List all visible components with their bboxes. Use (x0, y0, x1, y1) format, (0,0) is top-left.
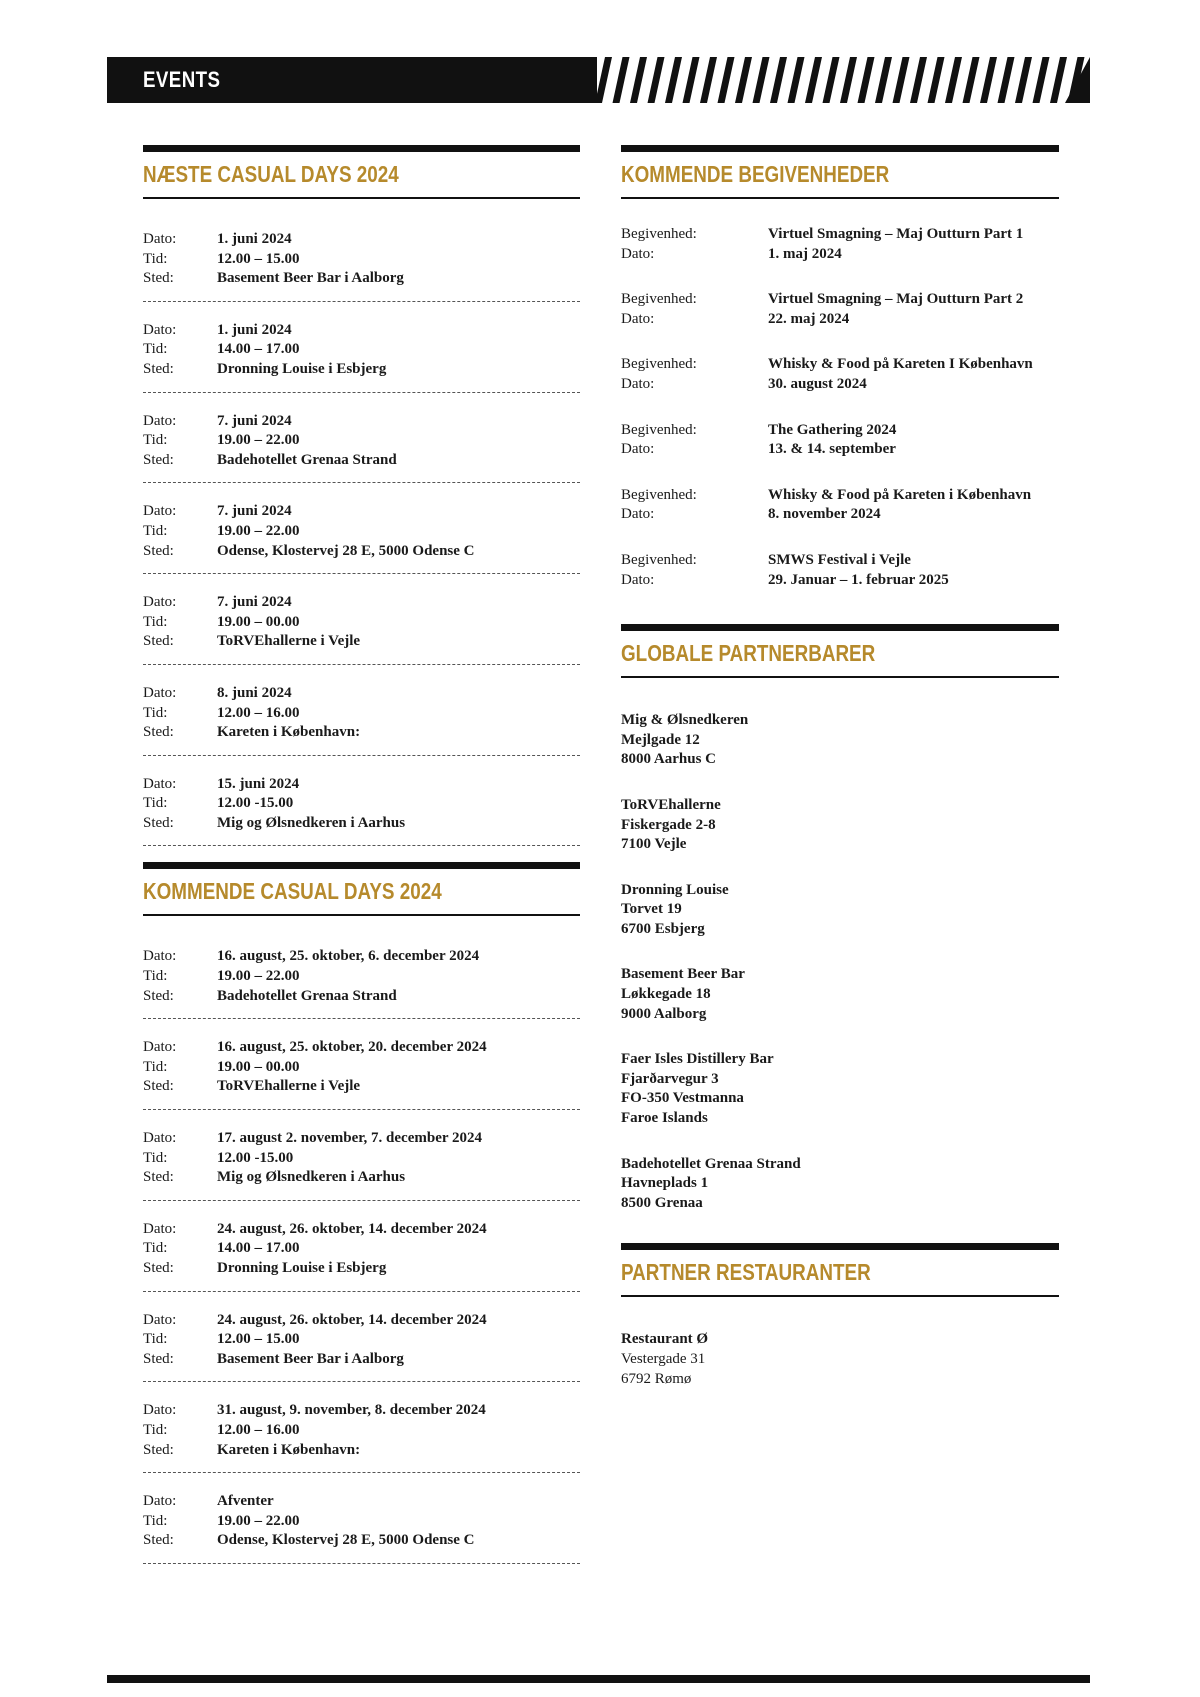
event-name: Virtuel Smagning – Maj Outturn Part 1 (768, 226, 1024, 242)
entry-value-dato: 8. juni 2024 (217, 684, 292, 701)
entry-label-tid: Tid: (143, 613, 168, 630)
events-list (621, 225, 1059, 590)
entry-row-dato (143, 684, 580, 704)
entry-label-sted: Sted: (143, 1078, 174, 1095)
entry-row-dato (143, 593, 580, 613)
entry-value-tid: 19.00 – 22.00 (217, 432, 300, 449)
event-item (621, 551, 1059, 590)
event-label: Begivenhed: (621, 486, 697, 503)
entry-value-tid: 19.00 – 22.00 (217, 522, 300, 539)
partner-address-line: Løkkegade 18 (621, 986, 711, 1003)
event-entry (143, 321, 580, 393)
partner-address (621, 1155, 1059, 1214)
entry-value-sted: Dronning Louise i Esbjerg (217, 1260, 387, 1276)
entry-value-tid: 19.00 – 00.00 (217, 613, 300, 630)
entry-value-dato: 16. august, 25. oktober, 6. december 2024 (217, 948, 480, 965)
event-name: Virtuel Smagning – Maj Outturn Part 2 (768, 291, 1024, 308)
entry-label-tid: Tid: (143, 1149, 168, 1166)
entry-row-sted (143, 632, 580, 652)
entry-row-sted (143, 814, 580, 834)
entry-label-tid: Tid: (143, 432, 168, 449)
partner-address-line: Vestergade 31 (621, 1351, 706, 1367)
entry-row-tid (143, 1239, 580, 1259)
event-name-row (621, 225, 1059, 245)
event-item (621, 486, 1059, 525)
kommende-list (143, 947, 580, 1563)
entry-label-dato: Dato: (143, 1039, 177, 1056)
event-label: Begivenhed: (621, 291, 697, 308)
entry-row-tid (143, 704, 580, 724)
event-name: SMWS Festival i Vejle (768, 551, 911, 568)
entry-value-dato: Afventer (217, 1493, 274, 1510)
entry-label-tid: Tid: (143, 522, 168, 539)
entry-label-dato: Dato: (143, 948, 177, 965)
partner-address-line: Faroe Islands (621, 1110, 708, 1127)
entry-label-tid: Tid: (143, 1421, 168, 1438)
entry-value-dato: 1. juni 2024 (217, 231, 292, 247)
entry-label-dato: Dato: (143, 594, 177, 611)
entry-row-dato (143, 1038, 580, 1058)
event-entry (143, 684, 580, 756)
entry-row-sted (143, 451, 580, 471)
entry-label-tid: Tid: (143, 341, 168, 358)
entry-row-tid (143, 431, 580, 451)
entry-value-sted: Basement Beer Bar i Aalborg (217, 1350, 404, 1367)
entry-row-dato (143, 502, 580, 522)
event-label: Begivenhed: (621, 551, 697, 568)
entry-label-dato: Dato: (143, 503, 177, 520)
entry-row-tid (143, 967, 580, 987)
event-date-row (621, 245, 1059, 265)
entry-row-sted (143, 987, 580, 1007)
partner-address (621, 711, 1059, 770)
entry-value-dato: 24. august, 26. oktober, 14. december 2024 (217, 1311, 487, 1328)
event-date-row (621, 571, 1059, 591)
entry-label-tid: Tid: (143, 250, 168, 267)
entry-label-sted: Sted: (143, 1169, 174, 1186)
entry-row-tid (143, 794, 580, 814)
entry-row-tid (143, 522, 580, 542)
partner-name: Restaurant Ø (621, 1331, 709, 1348)
entry-value-dato: 7. juni 2024 (217, 594, 292, 611)
entry-value-sted: Kareten i København: (217, 1441, 361, 1458)
entry-row-sted (143, 1168, 580, 1188)
partner-address-line: 6700 Esbjerg (621, 920, 705, 937)
entry-value-sted: Badehotellet Grenaa Strand (217, 451, 397, 468)
event-date: 13. & 14. september (768, 441, 896, 458)
entry-row-dato (143, 412, 580, 432)
entry-label-dato: Dato: (143, 321, 177, 338)
entry-row-tid (143, 1330, 580, 1350)
event-date-label: Dato: (621, 375, 655, 392)
entry-value-dato: 16. august, 25. oktober, 20. december 2024 (217, 1039, 487, 1056)
entry-row-sted (143, 1077, 580, 1097)
entry-row-tid (143, 1149, 580, 1169)
entry-label-sted: Sted: (143, 360, 174, 377)
section-title: PARTNER RESTAURANTER (621, 1259, 871, 1286)
event-date-row (621, 310, 1059, 330)
event-entry (143, 775, 580, 847)
entry-row-dato (143, 775, 580, 795)
event-date-label: Dato: (621, 441, 655, 458)
event-entry (143, 947, 580, 1019)
partner-address-line: Mejlgade 12 (621, 731, 700, 748)
entry-label-tid: Tid: (143, 1512, 168, 1529)
section-header-restauranter (621, 1243, 1059, 1297)
partner-name: Badehotellet Grenaa Strand (621, 1155, 801, 1172)
entry-value-sted: Badehotellet Grenaa Strand (217, 987, 397, 1004)
event-label: Begivenhed: (621, 356, 697, 373)
entry-label-dato: Dato: (143, 412, 177, 429)
entry-value-tid: 19.00 – 22.00 (217, 968, 300, 985)
entry-row-sted (143, 360, 580, 380)
entry-value-dato: 17. august 2. november, 7. december 2024 (217, 1130, 482, 1147)
header-stripes (597, 57, 1090, 103)
event-entry (143, 502, 580, 574)
entry-value-tid: 12.00 -15.00 (217, 795, 294, 812)
section-title: KOMMENDE CASUAL DAYS 2024 (143, 878, 442, 905)
event-date-row (621, 505, 1059, 525)
entry-label-dato: Dato: (143, 1130, 177, 1147)
partner-name: Dronning Louise (621, 881, 729, 898)
event-label: Begivenhed: (621, 226, 697, 242)
event-date-label: Dato: (621, 506, 655, 523)
entry-label-dato: Dato: (143, 684, 177, 701)
entry-row-tid (143, 1421, 580, 1441)
entry-value-tid: 14.00 – 17.00 (217, 1240, 300, 1257)
event-item (621, 290, 1059, 329)
entry-row-sted (143, 542, 580, 562)
entry-row-sted (143, 723, 580, 743)
entry-row-dato (143, 1311, 580, 1331)
entry-label-dato: Dato: (143, 1402, 177, 1419)
entry-row-dato (143, 1401, 580, 1421)
entry-value-tid: 19.00 – 00.00 (217, 1058, 300, 1075)
entry-value-tid: 12.00 – 16.00 (217, 1421, 300, 1438)
event-name: The Gathering 2024 (768, 421, 897, 438)
event-item (621, 225, 1059, 264)
entry-label-sted: Sted: (143, 987, 174, 1004)
event-name: Whisky & Food på Kareten I København (768, 356, 1033, 373)
entry-label-sted: Sted: (143, 1441, 174, 1458)
event-name-row (621, 551, 1059, 571)
entry-value-dato: 24. august, 26. oktober, 14. december 2024 (217, 1220, 487, 1237)
right-column (621, 145, 1059, 1415)
entry-row-sted (143, 1441, 580, 1461)
event-entry (143, 412, 580, 484)
entry-row-tid (143, 613, 580, 633)
partner-name: Basement Beer Bar (621, 966, 745, 983)
event-item (621, 355, 1059, 394)
entry-value-dato: 7. juni 2024 (217, 503, 292, 520)
entry-value-tid: 12.00 – 15.00 (217, 1331, 300, 1348)
entry-row-dato (143, 1220, 580, 1240)
entry-label-dato: Dato: (143, 775, 177, 792)
entry-label-sted: Sted: (143, 1260, 174, 1276)
entry-label-dato: Dato: (143, 231, 177, 247)
event-entry (143, 1401, 580, 1473)
entry-value-sted: Kareten i København: (217, 724, 361, 741)
entry-row-dato (143, 230, 580, 250)
partner-address-line: Fjarðarvegur 3 (621, 1070, 719, 1087)
section-title: KOMMENDE BEGIVENHEDER (621, 161, 890, 187)
entry-label-sted: Sted: (143, 270, 174, 287)
event-entry (143, 230, 580, 302)
entry-value-sted: ToRVEhallerne i Vejle (217, 633, 361, 650)
partner-name: ToRVEhallerne (621, 796, 721, 813)
entry-value-dato: 15. juni 2024 (217, 775, 300, 792)
partner-name: Faer Isles Distillery Bar (621, 1051, 774, 1068)
entry-label-dato: Dato: (143, 1220, 177, 1237)
left-column (143, 145, 580, 1564)
header-title: EVENTS (143, 67, 221, 92)
entry-value-tid: 19.00 – 22.00 (217, 1512, 300, 1529)
partner-address-line: 8500 Grenaa (621, 1194, 703, 1211)
partner-address-line: Torvet 19 (621, 901, 682, 918)
entry-value-sted: Basement Beer Bar i Aalborg (217, 270, 404, 287)
entry-label-tid: Tid: (143, 968, 168, 985)
partner-address-line: FO-350 Vestmanna (621, 1090, 744, 1107)
entry-value-tid: 12.00 – 15.00 (217, 250, 300, 267)
entry-value-tid: 14.00 – 17.00 (217, 341, 300, 358)
entry-label-tid: Tid: (143, 1240, 168, 1257)
section-header-naeste (143, 145, 580, 199)
entry-label-tid: Tid: (143, 1058, 168, 1075)
entry-label-sted: Sted: (143, 1532, 174, 1549)
entry-value-sted: Odense, Klostervej 28 E, 5000 Odense C (217, 542, 475, 559)
event-name-row (621, 355, 1059, 375)
partner-address-line: 6792 Rømø (621, 1370, 692, 1387)
event-label: Begivenhed: (621, 421, 697, 438)
event-date-row (621, 375, 1059, 395)
section-title: NÆSTE CASUAL DAYS 2024 (143, 161, 399, 187)
entry-label-sted: Sted: (143, 633, 174, 650)
entry-row-sted (143, 269, 580, 289)
entry-value-dato: 1. juni 2024 (217, 321, 292, 338)
entry-row-dato (143, 1492, 580, 1512)
entry-value-dato: 7. juni 2024 (217, 412, 292, 429)
event-entry (143, 1038, 580, 1110)
entry-row-dato (143, 947, 580, 967)
entry-value-sted: ToRVEhallerne i Vejle (217, 1078, 361, 1095)
entry-label-sted: Sted: (143, 451, 174, 468)
partner-address-line: Fiskergade 2-8 (621, 816, 716, 833)
event-entry (143, 1220, 580, 1292)
partner-address (621, 1330, 1059, 1389)
entry-label-sted: Sted: (143, 814, 174, 831)
event-name-row (621, 486, 1059, 506)
entry-row-dato (143, 1129, 580, 1149)
event-date: 30. august 2024 (768, 375, 867, 392)
partner-address (621, 965, 1059, 1024)
entry-row-dato (143, 321, 580, 341)
section-header-begivenheder (621, 145, 1059, 199)
entry-label-dato: Dato: (143, 1493, 177, 1510)
entry-label-dato: Dato: (143, 1311, 177, 1328)
entry-label-sted: Sted: (143, 724, 174, 741)
partner-name: Mig & Ølsnedkeren (621, 712, 749, 729)
event-date-label: Dato: (621, 571, 655, 588)
naeste-list (143, 230, 580, 846)
entry-row-sted (143, 1259, 580, 1279)
header-bar (107, 57, 1090, 103)
entry-value-dato: 31. august, 9. november, 8. december 2024 (217, 1402, 486, 1419)
section-title: GLOBALE PARTNERBARER (621, 640, 876, 667)
partner-address-line: 7100 Vejle (621, 836, 687, 853)
event-name-row (621, 290, 1059, 310)
section-header-partnerbarer (621, 624, 1059, 678)
entry-label-tid: Tid: (143, 704, 168, 721)
entry-value-tid: 12.00 – 16.00 (217, 704, 300, 721)
partner-address (621, 796, 1059, 855)
event-date: 22. maj 2024 (768, 310, 850, 327)
partner-address (621, 881, 1059, 940)
entry-label-tid: Tid: (143, 1331, 168, 1348)
entry-value-sted: Odense, Klostervej 28 E, 5000 Odense C (217, 1532, 475, 1549)
entry-row-tid (143, 340, 580, 360)
event-entry (143, 1492, 580, 1564)
entry-label-tid: Tid: (143, 795, 168, 812)
event-entry (143, 593, 580, 665)
event-item (621, 421, 1059, 460)
entry-row-sted (143, 1531, 580, 1551)
event-name-row (621, 421, 1059, 441)
partner-address-line: 9000 Aalborg (621, 1005, 707, 1022)
event-date-label: Dato: (621, 245, 655, 262)
entry-label-sted: Sted: (143, 542, 174, 559)
entry-row-sted (143, 1350, 580, 1370)
entry-row-tid (143, 1058, 580, 1078)
entry-label-sted: Sted: (143, 1350, 174, 1367)
event-date-row (621, 440, 1059, 460)
event-date: 29. Januar – 1. februar 2025 (768, 571, 949, 588)
bars-list (621, 711, 1059, 1213)
partner-address-line: Havneplads 1 (621, 1175, 709, 1192)
section-header-kommende (143, 862, 580, 916)
partner-address (621, 1050, 1059, 1128)
entry-value-tid: 12.00 -15.00 (217, 1149, 294, 1166)
entry-value-sted: Mig og Ølsnedkeren i Aarhus (217, 1169, 406, 1186)
event-date: 1. maj 2024 (768, 245, 842, 262)
entry-value-sted: Dronning Louise i Esbjerg (217, 360, 387, 377)
event-entry (143, 1311, 580, 1383)
entry-value-sted: Mig og Ølsnedkeren i Aarhus (217, 814, 406, 831)
partner-address-line: 8000 Aarhus C (621, 751, 717, 768)
restaurants-list (621, 1330, 1059, 1389)
event-name: Whisky & Food på Kareten i København (768, 486, 1032, 503)
footer-bar (107, 1675, 1090, 1683)
entry-row-tid (143, 1512, 580, 1532)
event-date: 8. november 2024 (768, 506, 881, 523)
event-date-label: Dato: (621, 310, 655, 327)
entry-row-tid (143, 250, 580, 270)
event-entry (143, 1129, 580, 1201)
